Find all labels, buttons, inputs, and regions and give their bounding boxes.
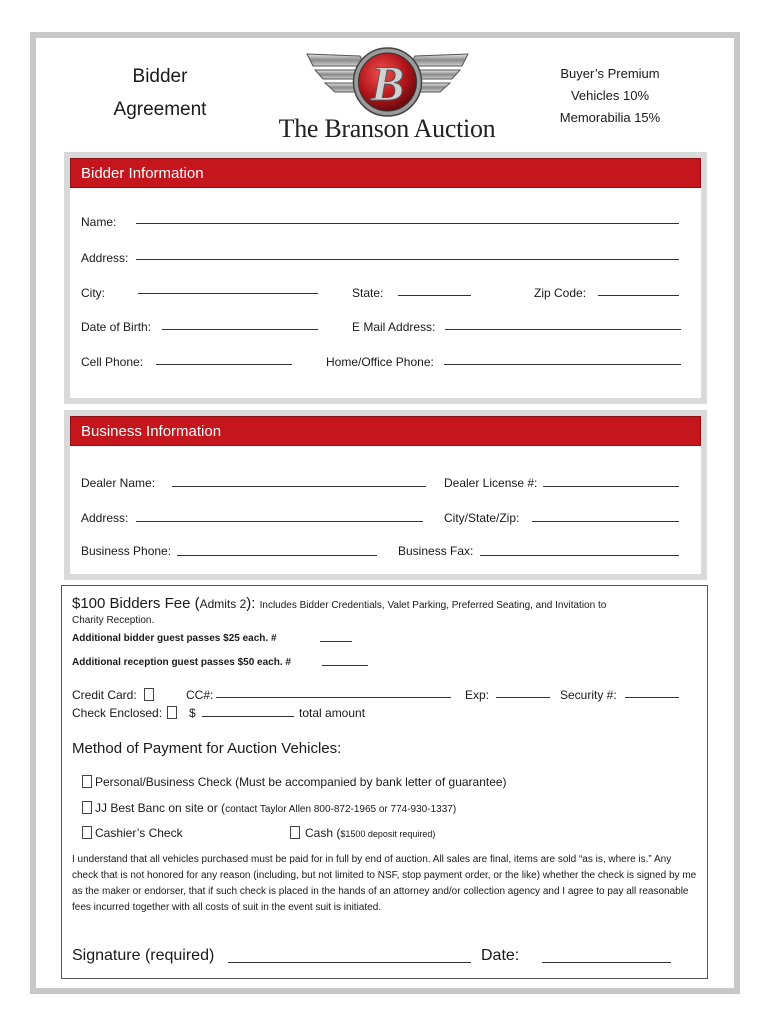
- buyers-premium: [535, 63, 685, 129]
- city-field[interactable]: [138, 293, 318, 294]
- home-phone-label: Home/Office Phone:: [326, 355, 434, 369]
- guest-passes-field[interactable]: [320, 641, 352, 642]
- email-label: E Mail Address:: [352, 320, 436, 334]
- state-field[interactable]: [398, 295, 471, 296]
- personal-check-label: Personal/Business Check (Must be accompanied by bank letter of guarantee): [95, 775, 507, 789]
- cell-phone-label: Cell Phone:: [81, 355, 144, 369]
- reception-passes-field[interactable]: [322, 665, 368, 666]
- guest-passes-label: Additional bidder guest passes $25 each. #: [72, 633, 277, 644]
- title-line-2: Agreement: [113, 99, 207, 120]
- total-amount-label: total amount: [299, 706, 366, 720]
- dob-label: Date of Birth:: [81, 320, 152, 334]
- state-label: State:: [352, 286, 384, 300]
- signature-field[interactable]: [228, 962, 471, 963]
- check-enclosed-checkbox[interactable]: [167, 706, 177, 719]
- cashiers-check-label: Cashier’s Check: [95, 826, 183, 840]
- dealer-name-field[interactable]: [172, 486, 426, 487]
- email-field[interactable]: [445, 329, 681, 330]
- premium-memorabilia: Memorabilia 15%: [559, 110, 661, 125]
- exp-field[interactable]: [496, 697, 550, 698]
- city-state-zip-field[interactable]: [532, 521, 679, 522]
- name-field[interactable]: [136, 223, 679, 224]
- city-label: City:: [81, 286, 105, 300]
- fee-admits: Admits 2: [199, 597, 247, 611]
- bidder-information-header: Bidder Information: [70, 158, 701, 188]
- premium-vehicles: Vehicles 10%: [570, 88, 650, 103]
- logo-letter: B: [370, 55, 405, 111]
- cash-note: $1500 deposit required): [340, 829, 436, 839]
- business-address-field[interactable]: [136, 521, 423, 522]
- total-amount-field[interactable]: [202, 716, 294, 717]
- reception-passes-label: Additional reception guest passes $50 each. #: [72, 657, 291, 668]
- dealer-license-field[interactable]: [543, 486, 679, 487]
- premium-title: Buyer’s Premium: [560, 66, 660, 81]
- dealer-license-label: Dealer License #:: [444, 476, 538, 490]
- payment-method-title: Method of Payment for Auction Vehicles:: [72, 740, 342, 757]
- cell-phone-field[interactable]: [156, 364, 292, 365]
- check-enclosed-label: Check Enclosed:: [72, 706, 163, 720]
- address-label: Address:: [81, 251, 129, 265]
- business-information-header: Business Information: [70, 416, 701, 446]
- fee-includes-line-2: Charity Reception.: [72, 615, 155, 626]
- security-field[interactable]: [625, 697, 679, 698]
- zip-field[interactable]: [598, 295, 679, 296]
- cash-checkbox[interactable]: [290, 826, 300, 839]
- dealer-name-label: Dealer Name:: [81, 476, 156, 490]
- jj-best-banc-label: [95, 801, 456, 815]
- bidders-fee-headline: [72, 595, 702, 612]
- brand-name: The Branson Auction: [278, 114, 496, 143]
- cc-number-field[interactable]: [216, 697, 451, 698]
- cc-number-label: CC#:: [186, 688, 214, 702]
- cash-main: Cash (: [305, 826, 341, 840]
- dob-field[interactable]: [162, 329, 318, 330]
- business-fax-field[interactable]: [480, 555, 679, 556]
- zip-label: Zip Code:: [534, 286, 587, 300]
- branson-logo: [305, 46, 470, 118]
- city-state-zip-label: City/State/Zip:: [444, 511, 520, 525]
- terms-paragraph: I understand that all vehicles purchased must be paid for in full by end of auction. All sales are final, items are sold “as is, where is.” Any check that is not honored for any reason (including, but not limited to NSF, stop payment order, or the like) whether the check is signed by me as the maker or endorser, that if such check is placed in the hands of an attorney and/or collection agency and I agree to pay all reasonable fees incurred together with all costs of suit in the event suit is initiated.: [72, 854, 697, 913]
- business-phone-field[interactable]: [177, 555, 377, 556]
- cashiers-check-checkbox[interactable]: [82, 826, 92, 839]
- exp-label: Exp:: [465, 688, 490, 702]
- jj-best-banc-contact: contact Taylor Allen 800-872-1965 or 774-930-1337): [225, 804, 457, 815]
- cash-label: [305, 826, 435, 840]
- home-phone-field[interactable]: [444, 364, 681, 365]
- date-field[interactable]: [542, 962, 671, 963]
- jj-best-banc-main: JJ Best Banc on site or (: [95, 801, 226, 815]
- signature-label: Signature (required): [72, 947, 215, 964]
- name-label: Name:: [81, 215, 117, 229]
- business-fax-label: Business Fax:: [398, 544, 474, 558]
- date-label: Date:: [481, 947, 520, 964]
- jj-best-banc-checkbox[interactable]: [82, 801, 92, 814]
- address-field[interactable]: [136, 259, 679, 260]
- fee-headline-end: ):: [246, 595, 256, 612]
- personal-check-checkbox[interactable]: [82, 775, 92, 788]
- fee-includes-line-1: Includes Bidder Credentials, Valet Parking, Preferred Seating, and Invitation to: [259, 600, 607, 611]
- credit-card-label: Credit Card:: [72, 688, 137, 702]
- page-title: [90, 60, 230, 126]
- business-phone-label: Business Phone:: [81, 544, 172, 558]
- dollar-sign: $: [189, 706, 196, 720]
- security-label: Security #:: [560, 688, 617, 702]
- title-line-1: Bidder: [132, 66, 188, 87]
- fee-headline-text: $100 Bidders Fee (: [72, 595, 200, 612]
- credit-card-checkbox[interactable]: [144, 688, 154, 701]
- business-address-label: Address:: [81, 511, 129, 525]
